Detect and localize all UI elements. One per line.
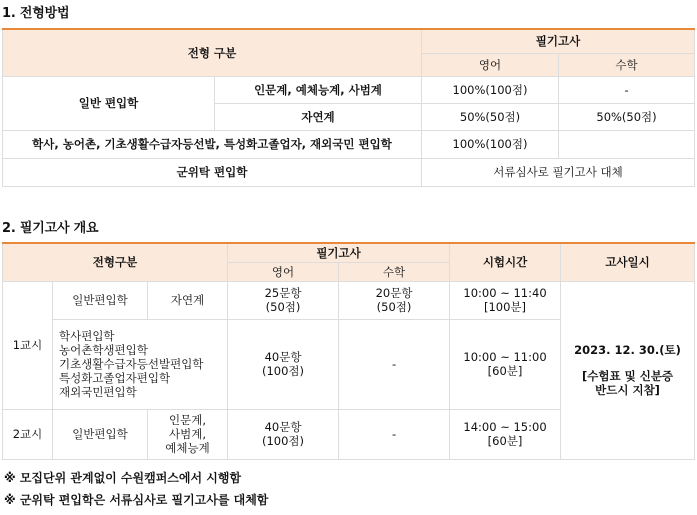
general-transfer-label: 일반 편입학 — [3, 76, 215, 130]
header-date: 고사일시 — [561, 243, 695, 281]
math-ratio: 50%(50점) — [559, 103, 695, 130]
period-2-label: 2교시 — [3, 409, 53, 459]
english-items: 40문항 (100점) — [228, 319, 339, 409]
note-campus: ※ 모집단위 관계없이 수원캠퍼스에서 시행함 — [4, 471, 242, 485]
track-label: 자연계 — [148, 281, 228, 319]
header-math: 수학 — [339, 262, 450, 281]
section2-title: 2. 필기고사 개요 — [2, 221, 99, 236]
special-transfer-label: 학사, 농어촌, 기초생활수급자등선발, 특성화고졸업자, 재외국민 편입학 — [3, 130, 422, 158]
track-label: 인문계, 사범계, 예체능계 — [148, 409, 228, 459]
transfer-type: 일반편입학 — [53, 409, 148, 459]
exam-overview-table — [2, 242, 695, 460]
header-english: 영어 — [228, 262, 339, 281]
exam-time: 14:00 ~ 15:00 [60분] — [450, 409, 561, 459]
exam-time: 10:00 ~ 11:00 [60분] — [450, 319, 561, 409]
exam-note: 반드시 지참] — [595, 383, 660, 397]
english-ratio: 100%(100점) — [422, 130, 559, 158]
transfer-type: 일반편입학 — [53, 281, 148, 319]
header-exam: 필기고사 — [228, 243, 450, 262]
math-items: 20문항 (50점) — [339, 281, 450, 319]
exam-time: 10:00 ~ 11:40 [100분] — [450, 281, 561, 319]
math-items: - — [339, 409, 450, 459]
english-items: 40문항 (100점) — [228, 409, 339, 459]
header-exam: 필기고사 — [422, 29, 695, 53]
english-ratio: 100%(100점) — [422, 76, 559, 103]
section1-title: 1. 전형방법 — [2, 6, 70, 21]
english-items: 25문항 (50점) — [228, 281, 339, 319]
english-ratio: 50%(50점) — [422, 103, 559, 130]
military-transfer-label: 군위탁 편입학 — [3, 158, 422, 186]
period-1-label: 1교시 — [3, 281, 53, 409]
exam-date: 2023. 12. 30.(토) — [574, 343, 681, 357]
note-military: ※ 군위탁 편입학은 서류심사로 필기고사를 대체함 — [4, 493, 269, 507]
header-english: 영어 — [422, 53, 559, 76]
header-math: 수학 — [559, 53, 695, 76]
military-transfer-value: 서류심사로 필기고사 대체 — [422, 158, 695, 186]
header-category: 전형 구분 — [3, 29, 422, 76]
special-transfer-types: 학사편입학 농어촌학생편입학 기초생활수급자등선발편입학 특성화고졸업자편입학 재외국민편입학 — [53, 319, 228, 409]
track-humanities: 인문계, 예체능계, 사범계 — [215, 76, 422, 103]
math-ratio — [559, 130, 695, 158]
math-ratio: - — [559, 76, 695, 103]
math-items: - — [339, 319, 450, 409]
admission-method-table — [2, 28, 695, 187]
exam-note: [수험표 및 신분증 — [582, 369, 674, 383]
track-science: 자연계 — [215, 103, 422, 130]
header-time: 시험시간 — [450, 243, 561, 281]
exam-date-cell — [561, 281, 695, 459]
header-category: 전형구분 — [3, 243, 228, 281]
